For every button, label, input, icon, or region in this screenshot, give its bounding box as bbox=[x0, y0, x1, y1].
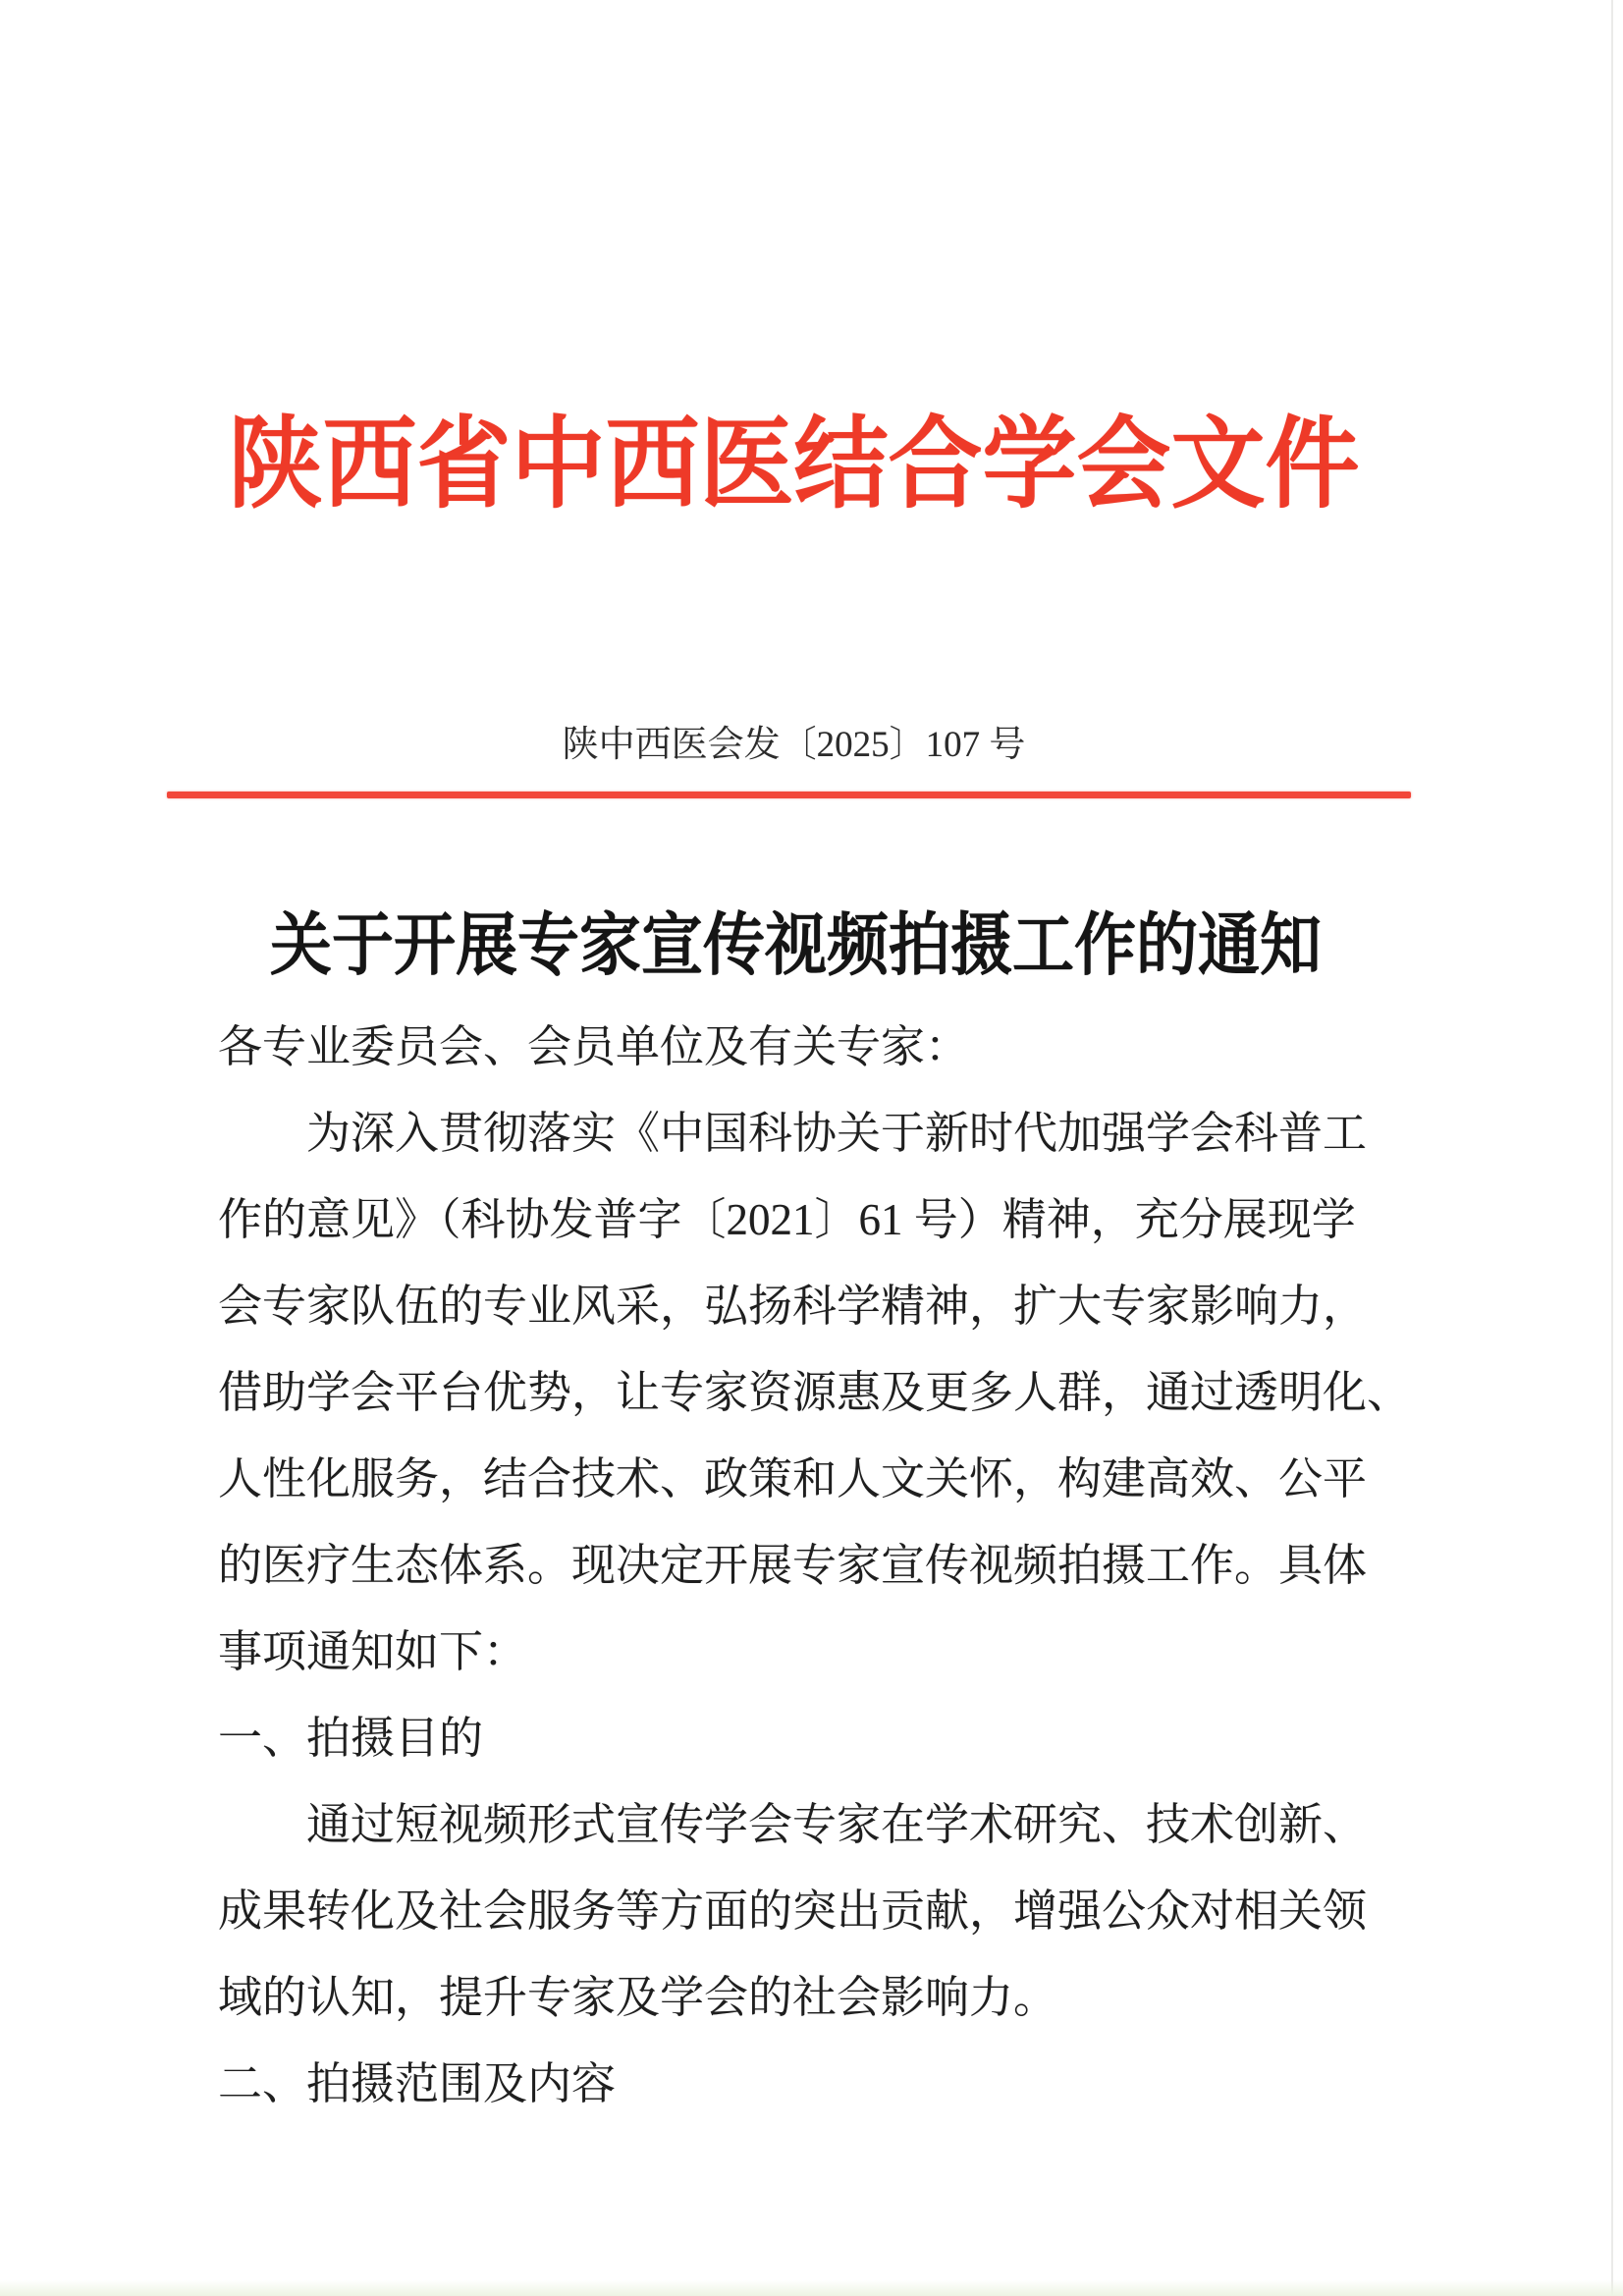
body-line: 为深入贯彻落实《中国科协关于新时代加强学会科普工 bbox=[306, 1109, 1368, 1158]
scan-edge-artifact bbox=[1611, 0, 1613, 2296]
body-line: 人性化服务，结合技术、政策和人文关怀，构建高效、公平 bbox=[218, 1454, 1368, 1503]
letterhead-title: 陕西省中西医结合学会文件 bbox=[228, 409, 1360, 520]
notice-body bbox=[218, 1004, 1412, 2127]
body-line: 通过短视频形式宣传学会专家在学术研究、技术创新、 bbox=[306, 1800, 1368, 1849]
notice-title: 关于开展专家宣传视频拍摄工作的通知 bbox=[270, 907, 1322, 984]
body-line: 成果转化及社会服务等方面的突出贡献，增强公众对相关领 bbox=[218, 1886, 1368, 1936]
body-line: 的医疗生态体系。现决定开展专家宣传视频拍摄工作。具体 bbox=[218, 1541, 1368, 1590]
body-line-section2-heading: 二、拍摄范围及内容 bbox=[218, 2059, 617, 2108]
body-line: 事项通知如下： bbox=[218, 1627, 528, 1676]
body-line: 会专家队伍的专业风采，弘扬科学精神，扩大专家影响力， bbox=[218, 1282, 1368, 1331]
body-line: 借助学会平台优势，让专家资源惠及更多人群，通过透明化、 bbox=[218, 1368, 1412, 1417]
red-divider-line bbox=[167, 792, 1411, 798]
body-line-section1-heading: 一、拍摄目的 bbox=[218, 1714, 484, 1763]
body-line: 域的认知，提升专家及学会的社会影响力。 bbox=[218, 1973, 1058, 2022]
body-line-salutation: 各专业委员会、会员单位及有关专家： bbox=[218, 1022, 970, 1071]
body-line: 作的意见》（科协发普字〔2021〕61 号）精神，充分展现学 bbox=[218, 1195, 1356, 1244]
scan-bottom-tint bbox=[0, 2280, 1623, 2296]
document-number: 陕中西医会发〔2025〕107 号 bbox=[562, 725, 1026, 765]
